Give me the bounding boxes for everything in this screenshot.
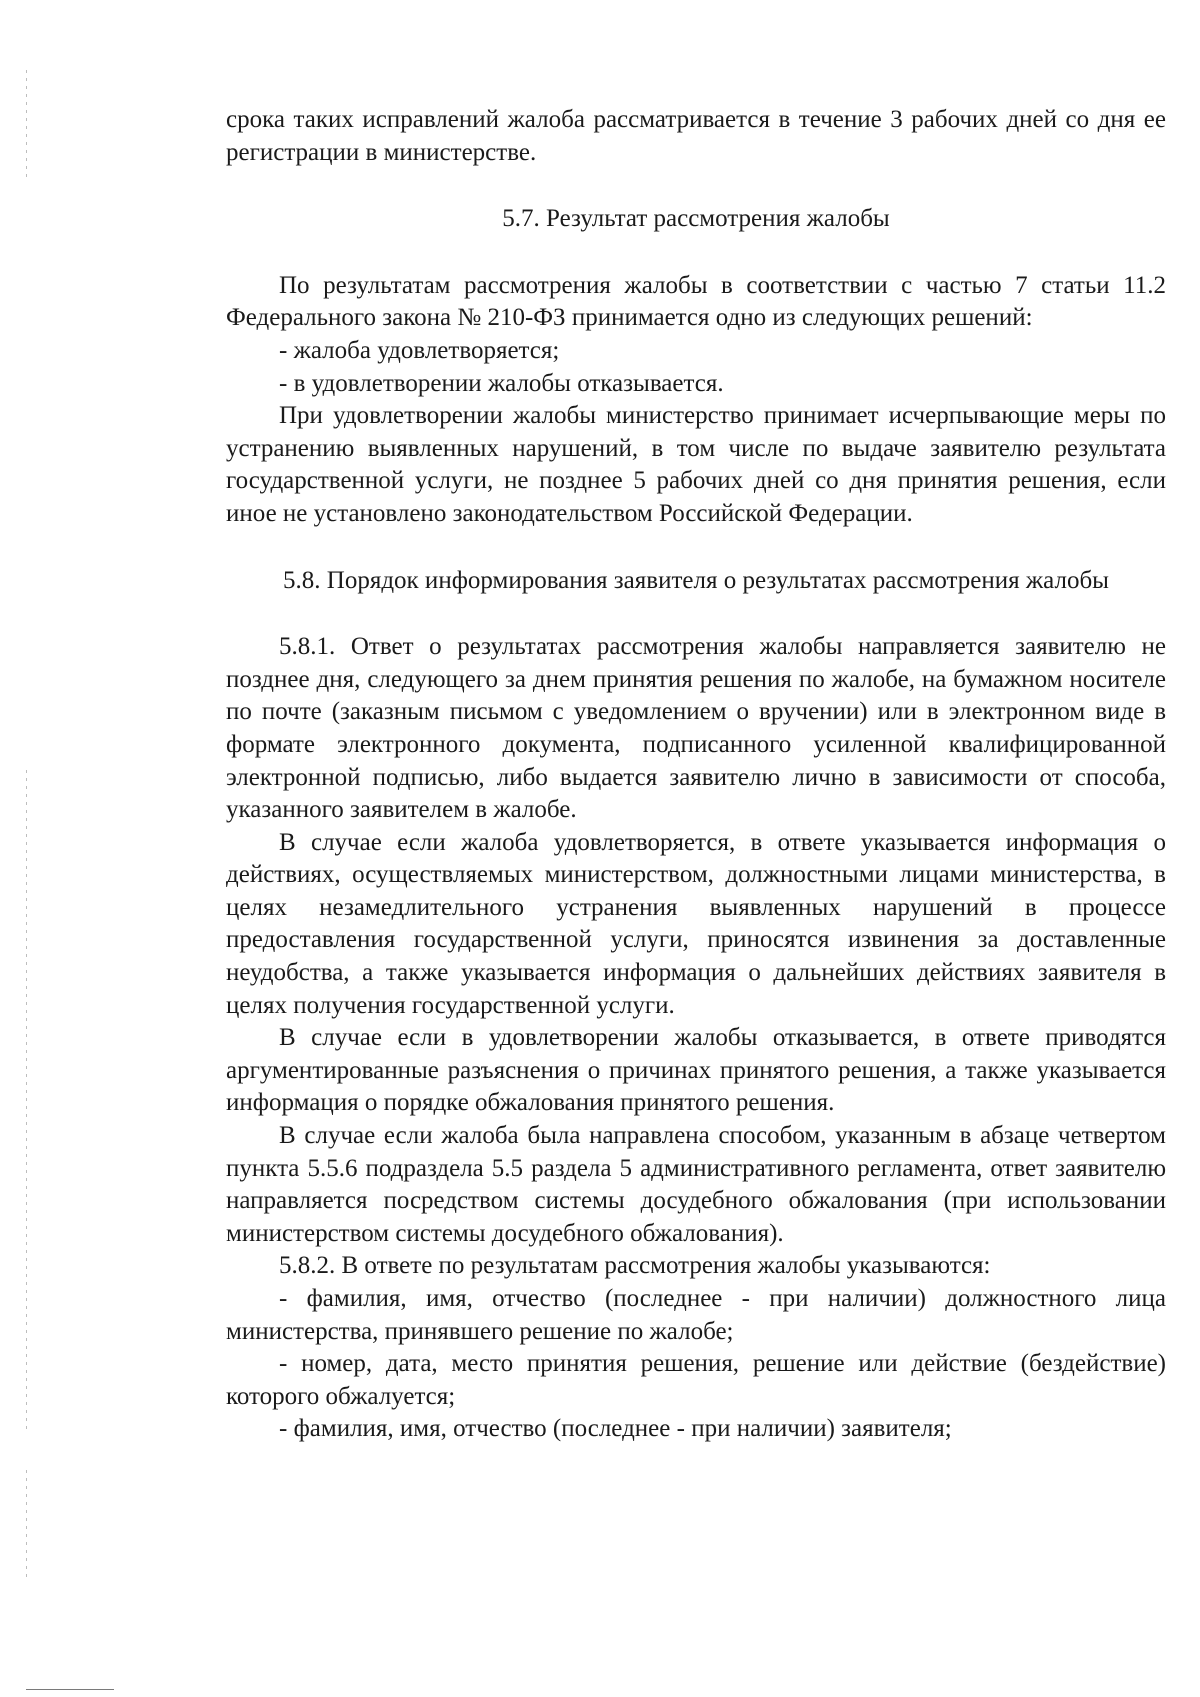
section-heading-5-7: 5.7. Результат рассмотрения жалобы [502, 205, 890, 233]
paragraph-continuation: срока таких исправлений жалоба рассматривается в течение 3 рабочих дней со дня ее регистрации в министерстве. [226, 106, 1166, 166]
list-item-decision-details: - номер, дата, место принятия решения, решение или действие (бездействие) которого обжалуется; [226, 1350, 1166, 1410]
scan-artifact-top [26, 70, 27, 180]
paragraph-decisions-intro: По результатам рассмотрения жалобы в соответствии с частью 7 статьи 11.2 Федерального закона № 210-ФЗ принимается одно из следующих решений: [226, 271, 1166, 332]
paragraph-pretrial-system: В случае если жалоба была направлена способом, указанным в абзаце четвертом пункта 5.5.6 подраздела 5.5 раздела 5 административного регламента, ответ заявителю направляется посредством системы досудебного обжалования (при использовании министерством системы досудебного обжалования). [226, 1122, 1166, 1247]
paragraph-remedy-measures: При удовлетворении жалобы министерство принимает исчерпывающие меры по устранению выявленных нарушений, в том числе по выдаче заявителю результата государственной услуги, не позднее 5 рабочих дней со дня принятия решения, если иное не установлено законодательством Российской Федерации. [226, 402, 1166, 527]
list-item-official-name: - фамилия, имя, отчество (последнее - при наличии) должностного лица министерства, принявшего решение по жалобе; [226, 1285, 1166, 1345]
paragraph-satisfied-response: В случае если жалоба удовлетворяется, в ответе указывается информация о действиях, осуществляемых министерством, должностными лицами министерства, в целях незамедлительного устранения выявленных нарушений в процессе предоставления государственной услуги, приносятся извинения за доставленные неудобства, а также указывается информация о дальнейших действиях заявителя в целях получения государственной услуги. [226, 828, 1166, 1019]
paragraph-5-8-1: 5.8.1. Ответ о результатах рассмотрения жалобы направляется заявителю не позднее дня, следующего за днем принятия решения по жалобе, на бумажном носителе по почте (заказным письмом с уведомлением о вручении) или в электронном виде в формате электронного документа, подписанного усиленной квалифицированной электронной подписью, либо выдается заявителю лично в зависимости от способа, указанного заявителем в жалобе. [226, 633, 1166, 824]
list-item-refused: - в удовлетворении жалобы отказывается. [279, 369, 724, 397]
paragraph-5-8-2: 5.8.2. В ответе по результатам рассмотрения жалобы указываются: [279, 1252, 991, 1280]
scan-artifact-bottom [26, 1470, 27, 1580]
list-item-satisfied: - жалоба удовлетворяется; [279, 336, 560, 364]
list-item-applicant-name: - фамилия, имя, отчество (последнее - при наличии) заявителя; [279, 1415, 952, 1443]
document-body [226, 104, 1166, 1446]
scan-artifact-middle [26, 770, 27, 1430]
scan-artifact-footer-line [26, 1689, 114, 1690]
paragraph-refused-response: В случае если в удовлетворении жалобы отказывается, в ответе приводятся аргументированные разъяснения о причинах принятого решения, а также указывается информация о порядке обжалования принятого решения. [226, 1024, 1166, 1117]
section-heading-5-8: 5.8. Порядок информирования заявителя о результатах рассмотрения жалобы [283, 566, 1109, 594]
